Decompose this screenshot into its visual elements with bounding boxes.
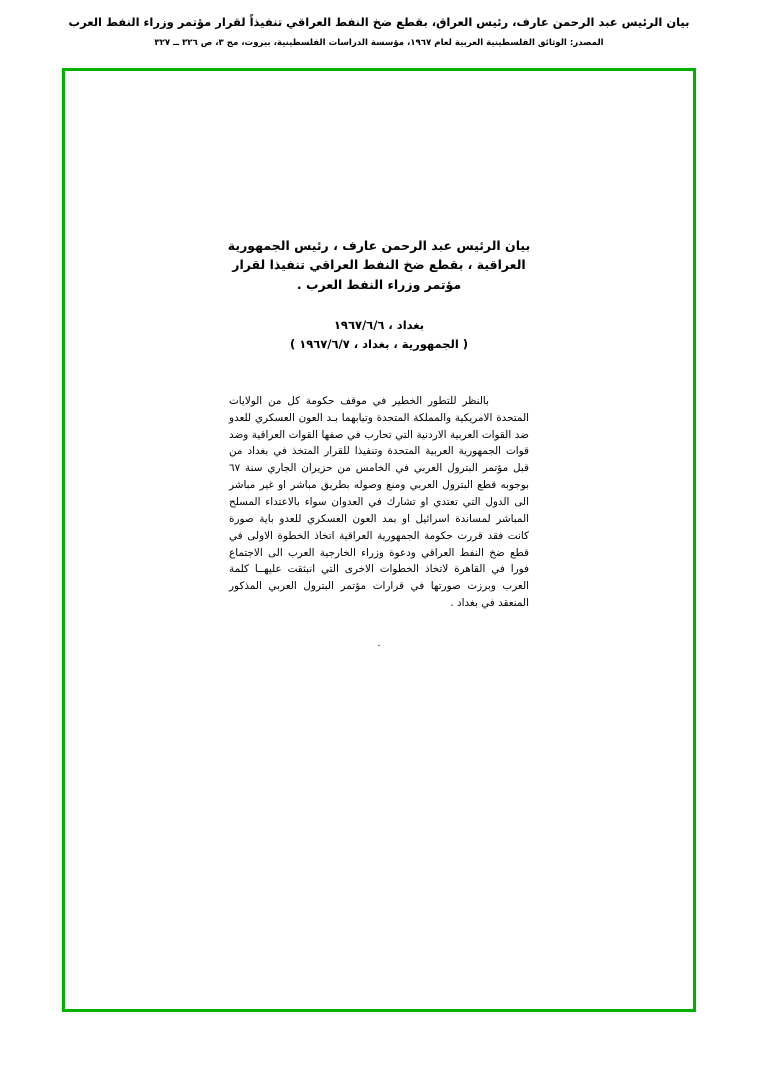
green-border-frame xyxy=(62,68,696,1012)
header-title: بيان الرئيس عبد الرحمن عارف، رئيس العراق، بقطع ضخ النفط العراقي تنفيذاً لقرار مؤتمر وزراء النفط العرب xyxy=(68,15,690,29)
document-end-dot: . xyxy=(377,637,381,649)
document-title: بيان الرئيس عبد الرحمن عارف ، رئيس الجمهورية العراقية ، بقطع ضخ النفط العراقي تنفيذا لقرار مؤتمر وزراء النفط العرب . xyxy=(227,238,531,292)
document-body-paragraph xyxy=(229,393,529,612)
page-header xyxy=(0,14,758,49)
dateline-line-2: ( الجمهورية ، بغداد ، ١٩٦٧/٦/٧ ) xyxy=(289,336,469,351)
document-content xyxy=(65,236,693,649)
dateline-line-1: بغداد ، ١٩٦٧/٦/٦ xyxy=(333,318,425,333)
paragraph-text: بالنظر للتطور الخطير في موقف حكومة كل من الولايات المتحدة الامريكية والمملكة المتحدة وتيابهما بـد العون العسكري للعدو ضد القوات العربية الاردنية التي تحارب في صفها القوات العراقية وضد قوات الجمهورية العربية المتحدة وتنفيذا للقرار المتخذ في بغداد من قبل مؤتمر البترول العربي في الخامس من حزيران الجاري سنة ٦٧ بوجوبه قطع البترول العربي ومنع وصوله بطريق مباشر او غير مباشر الى الدول التي تعتدي او تشارك في العدوان سواء بالاعتداء المسلح المباشر لمساندة اسرائيل او بمد العون العسكري للعدو باية صورة كانت فقد قررت حكومة الجمهورية العراقية اتخاذ الخطوة الاولى في قطع ضخ النفط العراقي ودعوة وزراء الخارجية العرب الى الاجتماع فورا في القاهرة لاتخاذ الخطوات الاخرى التي انبثقت عليهــا كلمة العرب وبرزت صورتها في قرارات مؤتمر البترول العربي المذكور المنعقد في بغداد . xyxy=(229,394,529,610)
document-dateline xyxy=(199,316,559,353)
header-source-line: المصدر: الوثائق الفلسطينية العربية لعام ١٩٦٧، مؤسسة الدراسات الفلسطينية، بيروت، مج ٣، ص ٣٢٦ ــ ٣٢٧ xyxy=(154,38,604,49)
